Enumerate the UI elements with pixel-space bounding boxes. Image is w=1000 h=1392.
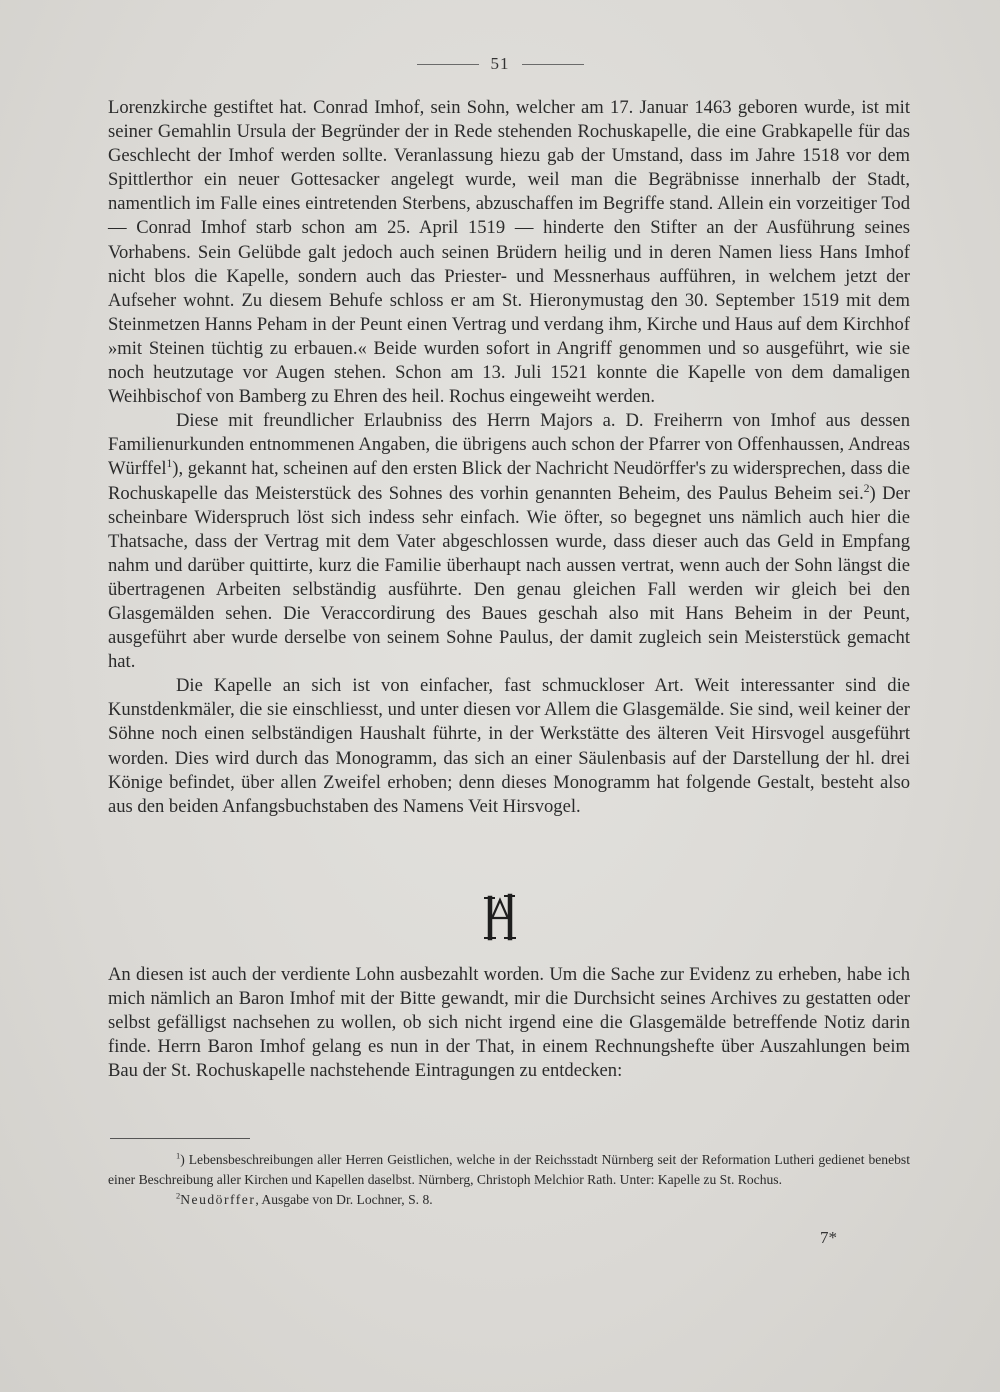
footnote-separator [110,1138,250,1139]
paragraph-3: Die Kapelle an sich ist von einfacher, fast schmuckloser Art. Weit interessanter sind die Kunstdenkmäler, die sie einschliesst, und unter diesen vor Allem die Glasgemälde. Sie sind, weil keiner der Söhne noch einen selbständigen Haushalt führte, in der Werkstätte des älteren Veit Hirsvogel ausgeführt worden. Dies wird durch das Monogramm, das sich an einer Säulenbasis auf der Darstellung der hl. drei Könige befindet, über allen Zweifel erhoben; denn dieses Monogramm hat folgende Gestalt, besteht also aus den beiden Anfangsbuchstaben des Namens Veit Hirsvogel. [108,675,910,817]
paragraph-2-part-a: Diese mit freundlicher Erlaubniss des Herrn Majors a. D. Freiherrn von Imhof aus dessen Familienurkunden entnommenen Angaben, die übrigens auch schon der Pfarrer von Offenhaussen, Andreas Würffel [108,410,910,480]
monogram-vh-icon [485,896,515,938]
paragraph-4: An diesen ist auch der verdiente Lohn ausbezahlt worden. Um die Sache zur Evidenz zu erheben, habe ich mich nämlich an Baron Imhof mit der Bitte gewandt, mir die Durchsicht seines Archives zu gestatten oder selbst gefälligst nachsehen zu wollen, ob sich nicht irgend eine die Glasgemälde betreffende Notiz darin finde. Herrn Baron Imhof gelang es nun in der That, in einem Rechnungshefte über Auszahlungen beim Bau der St. Rochuskapelle nachstehende Eintragungen zu entdecken: [108,964,910,1082]
footnote-1 [108,1150,910,1190]
page-header [0,52,1000,76]
header-rule-left [417,64,479,65]
footnotes [108,1150,910,1210]
paragraph-2-part-b: ), gekannt hat, scheinen auf den ersten Blick der Nachricht Neudörffer's zu widersprechen, dass die Rochuskapelle das Meisterstück des Sohnes des vorhin genannten Beheim, des Paulus Beheim sei. [108,458,910,504]
footnote-2-author: Neudörffer [180,1192,256,1207]
footnote-ref-1: 1 [166,458,173,471]
monogram-figure [450,888,550,948]
paragraph-1: Lorenzkirche gestiftet hat. Conrad Imhof, sein Sohn, welcher am 17. Januar 1463 geboren wurde, ist mit seiner Gemahlin Ursula der Begründer der in Rede stehenden Rochuskapelle, die eine Grabkapelle für das Geschlecht der Imhof werden sollte. Veranlassung hiezu gab der Umstand, dass im Jahre 1518 vor dem Spittlerthor ein neuer Gottesacker angelegt wurde, weil man die Begräbnisse innerhalb der Stadt, namentlich im Falle eines eintretenden Sterbens, abzuschaffen im Begriffe stand. Allein ein vorzeitiger Tod — Conrad Imhof starb schon am 25. April 1519 — hinderte den Stifter an der Ausführung seines Vorhabens. Sein Gelübde galt jedoch auch seinen Brüdern heilig und in deren Namen liess Hans Imhof nicht blos die Kapelle, sondern auch das Priester- und Messnerhaus aufführen, in welchem jetzt der Aufseher wohnt. Zu diesem Behufe schloss er am St. Hieronymustag den 30. September 1519 mit dem Steinmetzen Hanns Peham in der Peunt einen Vertrag und verdang ihm, Kirche und Haus auf dem Kirchhof »mit Steinen tüchtig zu erbauen.« Beide wurden sofort in Angriff genommen und so ausgeführt, wie sie noch heutzutage vor Augen stehen. Schon am 13. Juli 1521 konnte die Kapelle von dem damaligen Weihbischof von Bamberg zu Ehren des heil. Rochus eingeweiht werden. [108,97,910,408]
footnote-2-text: , Ausgabe von Dr. Lochner, S. 8. [255,1192,433,1207]
page-number: 51 [490,54,510,73]
header-rule-right [522,64,584,65]
paragraph-2 [108,409,910,674]
footnote-ref-2: 2 [863,482,870,495]
text-after-monogram [108,963,910,1083]
signature-mark: 7* [820,1228,837,1247]
footnote-1-mark: 1 [176,1150,181,1161]
footnote-2 [108,1190,910,1210]
paragraph-2-part-c: ) Der scheinbare Widerspruch löst sich indess sehr einfach. Wie öfter, so begegnet uns nämlich auch hier die Thatsache, dass der Vertrag mit dem Vater abgeschlossen wurde, dass dieser auch das Geld in Empfang nahm und darüber quittirte, kurz die Familie überhaupt nach aussen vertrat, wenn auch der Sohn längst die übertragenen Arbeiten selbständig ausführte. Den genau gleichen Fall werden wir gleich bei den Glasgemälden sehen. Die Veraccordirung des Baues geschah also mit Hans Beheim in der Peunt, ausgeführt aber wurde derselbe von seinem Sohne Paulus, der damit zugleich sein Meisterstück gemacht hat. [108,482,910,673]
footnote-2-mark: 2 [176,1190,181,1201]
footnote-1-text: ) Lebensbeschreibungen aller Herren Geistlichen, welche in der Reichsstadt Nürnberg seit der Reformation Lutheri gedienet benebst einer Beschreibung aller Kirchen und Kapellen daselbst. Nürnberg, Christoph Melchior Rath. Unter: Kapelle zu St. Rochus. [108,1152,910,1187]
main-text [108,96,910,819]
